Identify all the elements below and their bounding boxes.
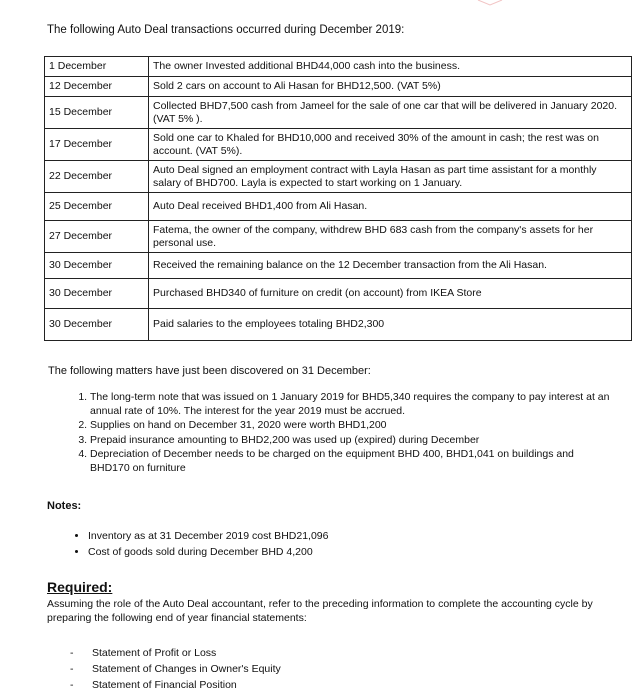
list-item: - Statement of Profit or Loss <box>92 645 281 661</box>
table-row <box>45 193 632 221</box>
date-cell: 22 December <box>45 161 149 193</box>
description-cell: Fatema, the owner of the company, withdrew BHD 683 cash from the company's assets for her personal use. <box>149 221 632 253</box>
description-cell: Collected BHD7,500 cash from Jameel for the sale of one car that will be delivered in January 2020. (VAT 5% ). <box>149 97 632 129</box>
date-cell: 30 December <box>45 309 149 341</box>
list-item: 2. Supplies on hand on December 31, 2020 were worth BHD1,200 <box>90 419 610 433</box>
description-cell: The owner Invested additional BHD44,000 cash into the business. <box>149 57 632 77</box>
table-row <box>45 279 632 309</box>
date-cell: 25 December <box>45 193 149 221</box>
date-cell: 30 December <box>45 253 149 279</box>
description-cell: Auto Deal signed an employment contract with Layla Hasan as part time assistant for a monthly salary of BHD700. Layla is expected to start working on 1 January. <box>149 161 632 193</box>
intro-text: The following Auto Deal transactions occurred during December 2019: <box>47 24 405 36</box>
transactions-table <box>44 56 632 341</box>
list-item: 3. Prepaid insurance amounting to BHD2,200 was used up (expired) during December <box>90 434 610 448</box>
matters-title: The following matters have just been discovered on 31 December: <box>48 365 371 377</box>
list-item: - Statement of Changes in Owner's Equity <box>92 661 281 677</box>
description-cell: Auto Deal received BHD1,400 from Ali Hasan. <box>149 193 632 221</box>
description-cell: Purchased BHD340 of furniture on credit (on account) from IKEA Store <box>149 279 632 309</box>
description-cell: Sold 2 cars on account to Ali Hasan for BHD12,500. (VAT 5%) <box>149 77 632 97</box>
description-cell: Paid salaries to the employees totaling BHD2,300 <box>149 309 632 341</box>
table-row <box>45 309 632 341</box>
list-item: 4. Depreciation of December needs to be charged on the equipment BHD 400, BHD1,041 on buildings and BHD170 on furniture <box>90 448 610 475</box>
instructions-text: Assuming the role of the Auto Deal accountant, refer to the preceding information to complete the accounting cycle by preparing the following end of year financial statements: <box>47 598 593 624</box>
date-cell: 30 December <box>45 279 149 309</box>
statements-list <box>70 645 281 693</box>
decorative-mark <box>476 0 516 6</box>
list-item: • Cost of goods sold during December BHD 4,200 <box>88 544 328 560</box>
table-row <box>45 77 632 97</box>
table-row <box>45 221 632 253</box>
required-heading: Required: <box>47 579 113 595</box>
list-item: 1. The long-term note that was issued on 1 January 2019 for BHD5,340 requires the company to pay interest at an annual rate of 10%. The interest for the year 2019 must be accrued. <box>90 391 610 418</box>
table-row <box>45 97 632 129</box>
date-cell: 15 December <box>45 97 149 129</box>
table-row <box>45 161 632 193</box>
date-cell: 1 December <box>45 57 149 77</box>
table-row <box>45 253 632 279</box>
date-cell: 27 December <box>45 221 149 253</box>
description-cell: Sold one car to Khaled for BHD10,000 and received 30% of the amount in cash; the rest was on account. (VAT 5%). <box>149 129 632 161</box>
table-row <box>45 129 632 161</box>
table-row <box>45 57 632 77</box>
date-cell: 12 December <box>45 77 149 97</box>
date-cell: 17 December <box>45 129 149 161</box>
description-cell: Received the remaining balance on the 12 December transaction from the Ali Hasan. <box>149 253 632 279</box>
list-item: - Statement of Financial Position <box>92 677 281 693</box>
notes-title: Notes: <box>47 500 82 512</box>
matters-list <box>70 391 610 477</box>
list-item: • Inventory as at 31 December 2019 cost BHD21,096 <box>88 528 328 544</box>
notes-list <box>70 528 328 560</box>
